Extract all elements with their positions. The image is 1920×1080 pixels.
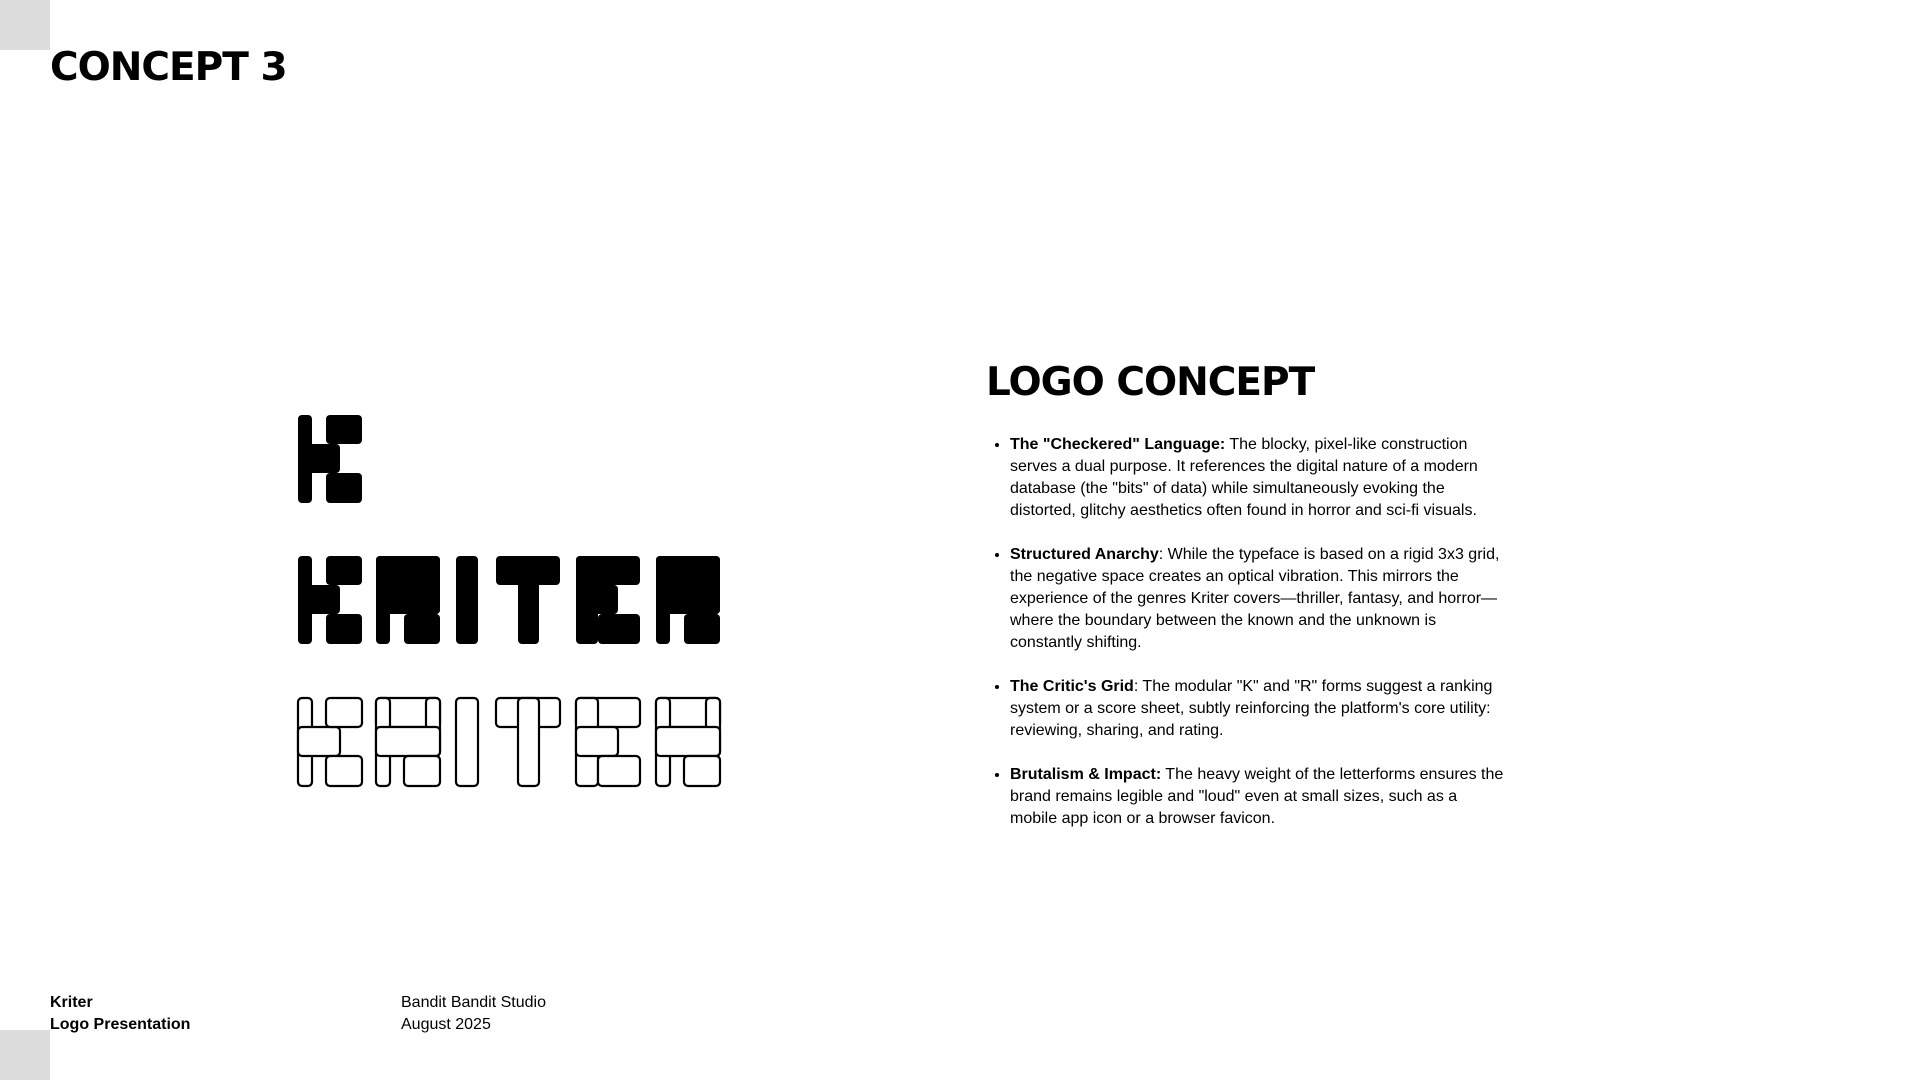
logo-concept-section (986, 360, 1506, 852)
concept-point-body: : While the typeface is based on a rigid 3x3 grid, the negative space creates an optical vibration. This mirrors the experience of the genres Kriter covers—thriller, fantasy, and horror—where the boundary between the known and the unknown is constantly shifting. (1010, 546, 1500, 651)
footer-project-name: Kriter (50, 994, 93, 1011)
concept-point-title: Structured Anarchy (1010, 546, 1159, 563)
logo-icon-solid (298, 415, 362, 503)
concept-point-body: : The modular "K" and "R" forms suggest a ranking system or a score sheet, subtly reinforcing the platform's core utility: reviewing, sharing, and rating. (1010, 678, 1493, 739)
footer-document-name: Logo Presentation (50, 1016, 191, 1033)
footer-studio-info (401, 992, 546, 1036)
concept-point-title: Brutalism & Impact: (1010, 766, 1162, 783)
footer-date: August 2025 (401, 1016, 491, 1033)
logo-wordmark-outline (298, 698, 720, 786)
logo-artwork (290, 405, 730, 805)
concept-point-body: The blocky, pixel-like construction serves a dual purpose. It references the digital nature of a modern database (the "bits" of data) while simultaneously evoking the distorted, glitchy aesthetics often found in horror and sci-fi visuals. (1010, 436, 1478, 519)
kriter-logo-svg (290, 405, 730, 805)
concept-point-checkered (1010, 434, 1506, 522)
corner-tab-top (0, 0, 50, 50)
concept-point-body: The heavy weight of the letterforms ensures the brand remains legible and "loud" even at small sizes, such as a mobile app icon or a browser favicon. (1010, 766, 1504, 827)
logo-concept-heading: LOGO CONCEPT (986, 360, 1315, 405)
concept-point-anarchy (1010, 544, 1506, 654)
footer-project-info (50, 992, 190, 1036)
concept-points-list (986, 434, 1506, 830)
logo-wordmark-solid (298, 556, 720, 644)
slide-title: CONCEPT 3 (50, 45, 287, 90)
concept-point-title: The Critic's Grid (1010, 678, 1134, 695)
footer-studio-name: Bandit Bandit Studio (401, 994, 546, 1011)
concept-point-title: The "Checkered" Language: (1010, 436, 1226, 453)
corner-tab-bottom (0, 1030, 50, 1080)
concept-point-critics-grid (1010, 676, 1506, 742)
concept-point-brutalism (1010, 764, 1506, 830)
